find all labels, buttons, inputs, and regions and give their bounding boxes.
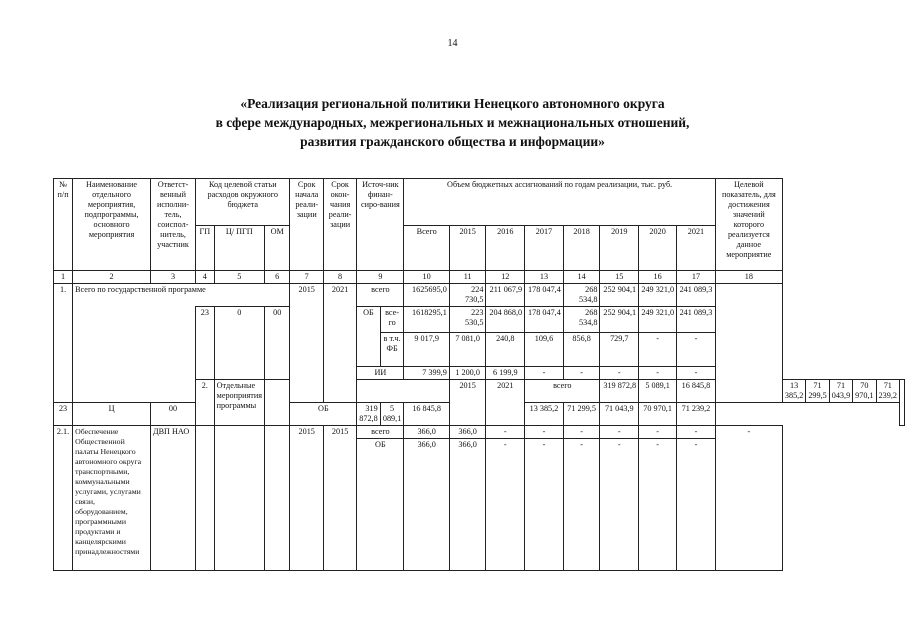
header-code: Код целевой статьи расходов окружного бюджета bbox=[196, 179, 290, 226]
row-source: всего bbox=[357, 426, 404, 439]
header-target: Целевой показатель, для достижения значений которого реализуется данное мероприятие bbox=[715, 179, 782, 271]
row-subsource: все-го bbox=[380, 307, 404, 333]
row-source: всего bbox=[357, 284, 404, 307]
budget-table bbox=[53, 178, 905, 571]
row-num: 2.1. bbox=[54, 426, 73, 571]
row-source: ОБ bbox=[357, 439, 404, 571]
value-cell: 13 385,2 bbox=[525, 403, 564, 426]
value-cell: 7 399,9 bbox=[404, 367, 449, 380]
value-cell: 204 868,0 bbox=[486, 307, 525, 333]
header-gp: ГП bbox=[196, 226, 215, 271]
value-cell: 71 043,9 bbox=[829, 380, 852, 403]
value-cell: - bbox=[639, 439, 677, 571]
row-gp: 23 bbox=[196, 307, 215, 380]
page-number: 14 bbox=[447, 38, 458, 49]
value-cell: 240,8 bbox=[486, 333, 525, 367]
header-num: № п/п bbox=[54, 179, 73, 271]
row-cpgp bbox=[214, 426, 264, 571]
col-number: 17 bbox=[677, 271, 716, 284]
value-cell: 223 530,5 bbox=[449, 307, 486, 333]
row-start: 2015 bbox=[449, 380, 486, 426]
header-row bbox=[54, 179, 905, 226]
value-cell: - bbox=[639, 333, 677, 367]
row-cpgp: 0 bbox=[214, 307, 264, 380]
value-cell: 16 845,8 bbox=[404, 403, 449, 426]
col-number: 15 bbox=[600, 271, 639, 284]
col-number: 18 bbox=[715, 271, 782, 284]
value-cell: 7 081,0 bbox=[449, 333, 486, 367]
value-cell: - bbox=[525, 439, 564, 571]
value-cell: - bbox=[639, 426, 677, 439]
title-line-2: в сфере международных, межрегиональных и межнациональных отношений, bbox=[215, 115, 690, 130]
value-cell: 70 970,1 bbox=[639, 403, 677, 426]
value-cell: - bbox=[677, 333, 716, 367]
row-code-empty bbox=[357, 380, 450, 403]
header-om: ОМ bbox=[264, 226, 289, 271]
value-cell: 366,0 bbox=[404, 439, 449, 571]
header-year-2021: 2021 bbox=[677, 226, 716, 271]
value-cell: - bbox=[486, 439, 525, 571]
value-cell: 241 089,3 bbox=[677, 284, 716, 307]
header-year-2016: 2016 bbox=[486, 226, 525, 271]
row-start: 2015 bbox=[290, 284, 323, 403]
row-subsource: в т.ч. ФБ bbox=[380, 333, 404, 367]
column-number-row bbox=[54, 271, 905, 284]
value-cell: 71 239,2 bbox=[876, 380, 899, 403]
col-number: 6 bbox=[264, 271, 289, 284]
value-cell: 252 904,1 bbox=[600, 284, 639, 307]
value-cell: 268 534,8 bbox=[563, 307, 600, 333]
row-num: 2. bbox=[196, 380, 215, 426]
row-source: всего bbox=[525, 380, 600, 403]
value-cell: 16 845,8 bbox=[677, 380, 716, 403]
value-cell: 109,6 bbox=[525, 333, 564, 367]
row-name-cont bbox=[73, 307, 196, 403]
value-cell: 224 730,5 bbox=[449, 284, 486, 307]
col-number: 8 bbox=[323, 271, 356, 284]
value-cell: 366,0 bbox=[449, 439, 486, 571]
value-cell: - bbox=[563, 426, 600, 439]
col-number: 3 bbox=[150, 271, 195, 284]
header-cpgp: Ц/ ПГП bbox=[214, 226, 264, 271]
col-number: 4 bbox=[196, 271, 215, 284]
value-cell: 5 089,1 bbox=[639, 380, 677, 403]
header-volume: Объем бюджетных ассигнований по годам реализации, тыс. руб. bbox=[404, 179, 715, 226]
value-cell: 211 067,9 bbox=[486, 284, 525, 307]
value-cell: 70 970,1 bbox=[853, 380, 876, 403]
value-cell: - bbox=[600, 439, 639, 571]
row-target bbox=[900, 380, 905, 426]
value-cell: 241 089,3 bbox=[677, 307, 716, 333]
document-title bbox=[0, 94, 905, 151]
value-cell: 366,0 bbox=[404, 426, 449, 439]
row-gp bbox=[196, 426, 215, 571]
row-target bbox=[715, 284, 782, 403]
value-cell: 71 239,2 bbox=[677, 403, 716, 426]
value-cell: - bbox=[563, 367, 600, 380]
header-responsible: Ответст-венный исполни-тель, соиспол-нитель, участник bbox=[150, 179, 195, 271]
col-number: 7 bbox=[290, 271, 323, 284]
value-cell: - bbox=[525, 367, 564, 380]
header-year-2017: 2017 bbox=[525, 226, 564, 271]
col-number: 16 bbox=[639, 271, 677, 284]
header-year-2019: 2019 bbox=[600, 226, 639, 271]
value-cell: 13 385,2 bbox=[782, 380, 805, 403]
row-source: ОБ bbox=[290, 403, 357, 426]
table-row bbox=[54, 426, 905, 439]
value-cell: - bbox=[677, 439, 716, 571]
value-cell: 252 904,1 bbox=[600, 307, 639, 333]
row-responsible bbox=[264, 380, 289, 426]
row-cpgp: Ц bbox=[73, 403, 151, 426]
value-cell: 71 299,5 bbox=[563, 403, 600, 426]
value-cell: - bbox=[677, 426, 716, 439]
row-name: Отдельные мероприятия программы bbox=[214, 380, 264, 426]
value-cell: 319 872,8 bbox=[600, 380, 639, 403]
row-end: 2021 bbox=[486, 380, 525, 426]
value-cell: - bbox=[600, 367, 639, 380]
header-total: Всего bbox=[404, 226, 449, 271]
value-cell: - bbox=[677, 367, 716, 380]
header-source: Источ-ник финан-сиро-вания bbox=[357, 179, 404, 271]
value-cell: 5 089,1 bbox=[380, 403, 404, 426]
col-number: 13 bbox=[525, 271, 564, 284]
value-cell: 366,0 bbox=[449, 426, 486, 439]
header-end: Срок окон-чания реали-зации bbox=[323, 179, 356, 271]
row-target: - bbox=[715, 426, 782, 571]
value-cell: 178 047,4 bbox=[525, 284, 564, 307]
row-source: ОБ bbox=[357, 307, 380, 367]
value-cell: - bbox=[639, 367, 677, 380]
value-cell: 1 200,0 bbox=[449, 367, 486, 380]
value-cell: - bbox=[486, 426, 525, 439]
title-line-3: развития гражданского общества и информации» bbox=[300, 134, 605, 149]
header-year-2020: 2020 bbox=[639, 226, 677, 271]
value-cell: - bbox=[600, 426, 639, 439]
row-responsible: ДВП НАО bbox=[150, 426, 195, 571]
value-cell: - bbox=[563, 439, 600, 571]
value-cell: 319 872,8 bbox=[357, 403, 380, 426]
value-cell: 71 299,5 bbox=[806, 380, 829, 403]
row-start: 2015 bbox=[290, 426, 323, 571]
title-line-1: «Реализация региональной политики Ненецкого автономного округа bbox=[240, 96, 665, 111]
col-number: 5 bbox=[214, 271, 264, 284]
row-source: ИИ bbox=[357, 367, 404, 380]
value-cell: - bbox=[525, 426, 564, 439]
row-om: 00 bbox=[264, 307, 289, 380]
row-gp: 23 bbox=[54, 403, 73, 426]
value-cell: 178 047,4 bbox=[525, 307, 564, 333]
row-num: 1. bbox=[54, 284, 73, 403]
value-cell: 729,7 bbox=[600, 333, 639, 367]
col-number: 11 bbox=[449, 271, 486, 284]
value-cell: 6 199,9 bbox=[486, 367, 525, 380]
row-end: 2021 bbox=[323, 284, 356, 403]
col-number: 9 bbox=[357, 271, 404, 284]
value-cell: 71 043,9 bbox=[600, 403, 639, 426]
row-name: Всего по государственной программе bbox=[73, 284, 290, 307]
header-start: Срок начала реали-зации bbox=[290, 179, 323, 271]
col-number: 2 bbox=[73, 271, 151, 284]
col-number: 1 bbox=[54, 271, 73, 284]
value-cell: 856,8 bbox=[563, 333, 600, 367]
row-name: Обеспечение Общественной палаты Ненецкого автономного округа транспортными, коммунальными услугами, услугами связи, оборудованием, программными продуктами и канцелярскими принадлежностями bbox=[73, 426, 151, 571]
value-cell: 1625695,0 bbox=[404, 284, 449, 307]
value-cell: 1618295,1 bbox=[404, 307, 449, 333]
value-cell: 249 321,0 bbox=[639, 284, 677, 307]
header-year-2018: 2018 bbox=[563, 226, 600, 271]
col-number: 12 bbox=[486, 271, 525, 284]
col-number: 10 bbox=[404, 271, 449, 284]
header-name: Наименование отдельного мероприятия, подпрограммы, основного мероприятия bbox=[73, 179, 151, 271]
row-end: 2015 bbox=[323, 426, 356, 571]
value-cell: 268 534,8 bbox=[563, 284, 600, 307]
value-cell: 249 321,0 bbox=[639, 307, 677, 333]
row-om: 00 bbox=[150, 403, 195, 426]
table-row bbox=[54, 284, 905, 307]
col-number: 14 bbox=[563, 271, 600, 284]
row-om bbox=[264, 426, 289, 571]
value-cell: 9 017,9 bbox=[404, 333, 449, 367]
header-year-2015: 2015 bbox=[449, 226, 486, 271]
